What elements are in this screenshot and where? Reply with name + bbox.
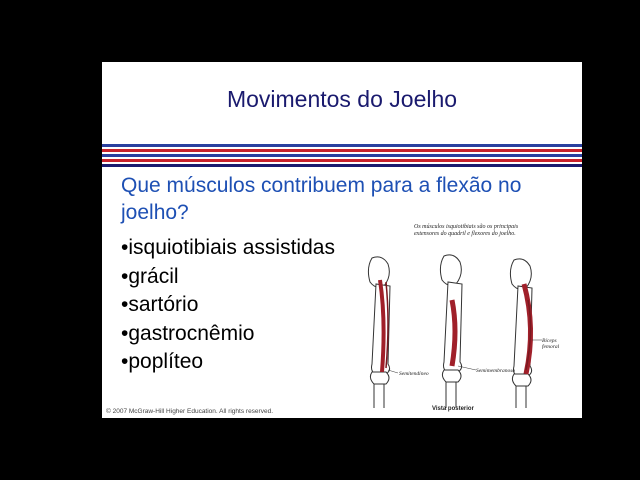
- figure-footer: Vista posterior: [432, 406, 474, 412]
- bullet-item: • grácil: [121, 263, 335, 292]
- figure-caption: Os músculos isquiotibiais são os principais extensores do quadril e flexores do joelho.: [414, 224, 519, 237]
- bullet-list: [121, 234, 335, 377]
- bullet-item: • sartório: [121, 291, 335, 320]
- question-text: Que músculos contribuem para a flexão no joelho?: [121, 174, 522, 224]
- hamstring-illustration: [332, 220, 582, 418]
- copyright-notice: © 2007 McGraw-Hill Higher Education. All rights reserved.: [106, 408, 273, 415]
- title-divider-stripes: [102, 144, 582, 167]
- bullet-item: • poplíteo: [121, 348, 335, 377]
- slide-title: Movimentos do Joelho: [226, 86, 458, 112]
- label-semimembranosus: Semimembranoso: [476, 368, 516, 374]
- label-biceps-femoris: Bíceps femoral: [542, 338, 560, 350]
- label-semitendinosus: Semitendíneo: [399, 371, 429, 377]
- slide: [102, 62, 582, 418]
- bullet-item: • isquiotibiais assistidas: [121, 234, 335, 263]
- bullet-item: • gastrocnêmio: [121, 320, 335, 349]
- leg-muscle-drawings: [332, 220, 582, 418]
